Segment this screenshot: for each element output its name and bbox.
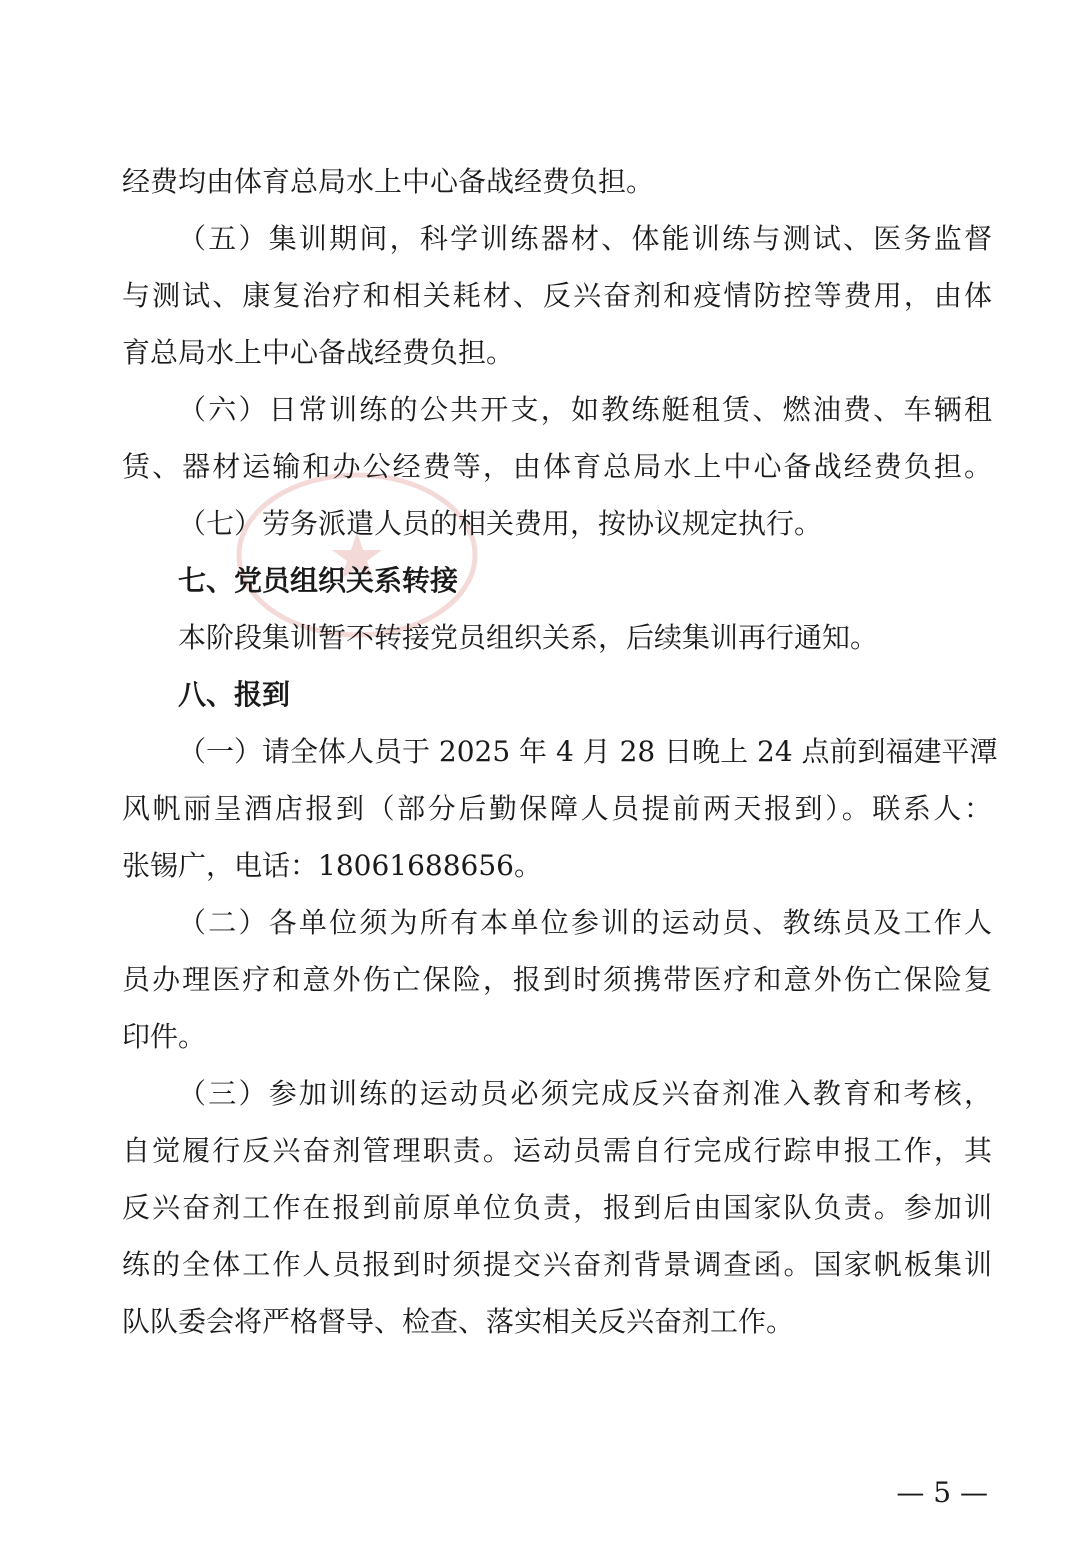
paragraph-line: 练的全体工作人员报到时须提交兴奋剂背景调查函。国家帆板集训	[122, 1248, 992, 1281]
page-number: — 5 —	[896, 1476, 988, 1509]
paragraph-line: 张锡广，电话：18061688656。	[122, 849, 542, 882]
paragraph-line: （三）参加训练的运动员必须完成反兴奋剂准入教育和考核，	[178, 1077, 992, 1110]
paragraph-line: 赁、器材运输和办公经费等，由体育总局水上中心备战经费负担。	[122, 450, 992, 483]
paragraph-line: 自觉履行反兴奋剂管理职责。运动员需自行完成行踪申报工作，其	[122, 1134, 992, 1167]
paragraph-line: 印件。	[122, 1020, 207, 1053]
section-heading: 七、党员组织关系转接	[178, 564, 459, 597]
paragraph-line: （五）集训期间，科学训练器材、体能训练与测试、医务监督	[178, 222, 992, 255]
paragraph-line: 与测试、康复治疗和相关耗材、反兴奋剂和疫情防控等费用，由体	[122, 279, 992, 312]
paragraph-line: 反兴奋剂工作在报到前原单位负责，报到后由国家队负责。参加训	[122, 1191, 992, 1224]
paragraph-line: （七）劳务派遣人员的相关费用，按协议规定执行。	[178, 507, 823, 540]
paragraph-line: （一）请全体人员于 2025 年 4 月 28 日晚上 24 点前到福建平潭	[178, 735, 998, 768]
paragraph-line: 本阶段集训暂不转接党员组织关系，后续集训再行通知。	[178, 621, 879, 654]
paragraph-line: 风帆丽呈酒店报到（部分后勤保障人员提前两天报到）。联系人：	[122, 792, 992, 825]
paragraph-line: （二）各单位须为所有本单位参训的运动员、教练员及工作人	[178, 906, 992, 939]
paragraph-line: 育总局水上中心备战经费负担。	[122, 336, 515, 369]
paragraph-line: 经费均由体育总局水上中心备战经费负担。	[122, 165, 655, 198]
paragraph-line: 员办理医疗和意外伤亡保险，报到时须携带医疗和意外伤亡保险复	[122, 963, 992, 996]
section-heading: 八、报到	[178, 678, 291, 711]
paragraph-line: （六）日常训练的公共开支，如教练艇租赁、燃油费、车辆租	[178, 393, 992, 426]
official-seal-stamp	[232, 470, 482, 640]
paragraph-line: 队队委会将严格督导、检查、落实相关反兴奋剂工作。	[122, 1305, 795, 1338]
